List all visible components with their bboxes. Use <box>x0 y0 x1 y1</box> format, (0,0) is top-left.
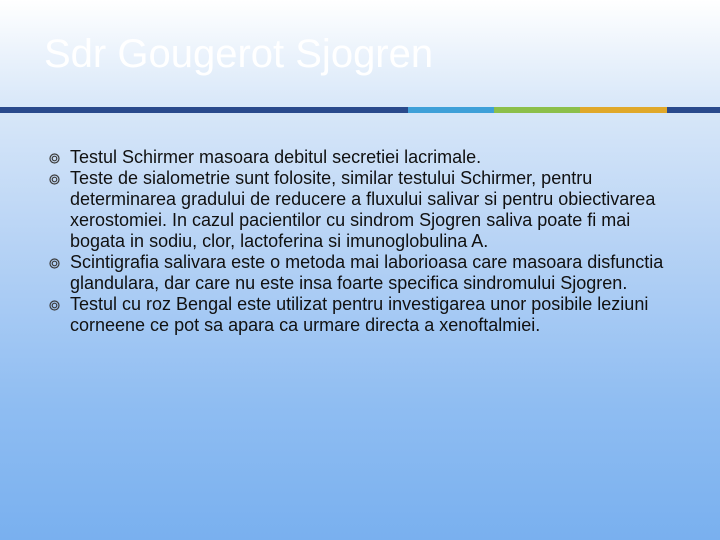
list-item <box>46 252 676 294</box>
slide-title: Sdr Gougerot Sjogren <box>44 32 434 76</box>
circle-bullet-icon <box>46 168 70 189</box>
circle-bullet-icon <box>46 252 70 273</box>
bullet-text: Testul Schirmer masoara debitul secretiei lacrimale. <box>70 147 482 167</box>
circle-bullet-icon <box>46 294 70 315</box>
bullet-text: Teste de sialometrie sunt folosite, similar testului Schirmer, pentru determinarea gradului de reducere a fluxului salivar si pentru obiectivarea xerostomiei. In cazul pacientilor cu sindrom Sjogren saliva poate fi mai bogata in sodiu, clor, lactoferina si imunoglobulina A. <box>70 168 656 251</box>
divider-segment <box>494 107 580 113</box>
divider-segment <box>667 107 720 113</box>
list-item <box>46 294 676 336</box>
bullet-text: Testul cu roz Bengal este utilizat pentru investigarea unor posibile leziuni corneene ce pot sa apara ca urmare directa a xenoftalmiei. <box>70 294 649 335</box>
divider-segment <box>0 107 408 113</box>
bullet-list <box>46 147 676 336</box>
divider-segment <box>408 107 494 113</box>
list-item <box>46 147 676 168</box>
bullet-text: Scintigrafia salivara este o metoda mai laborioasa care masoara disfunctia glandulara, dar care nu este insa foarte specifica sindromului Sjogren. <box>70 252 664 293</box>
title-divider-bar <box>0 107 720 113</box>
list-item <box>46 168 676 252</box>
divider-segment <box>580 107 667 113</box>
circle-bullet-icon <box>46 147 70 168</box>
